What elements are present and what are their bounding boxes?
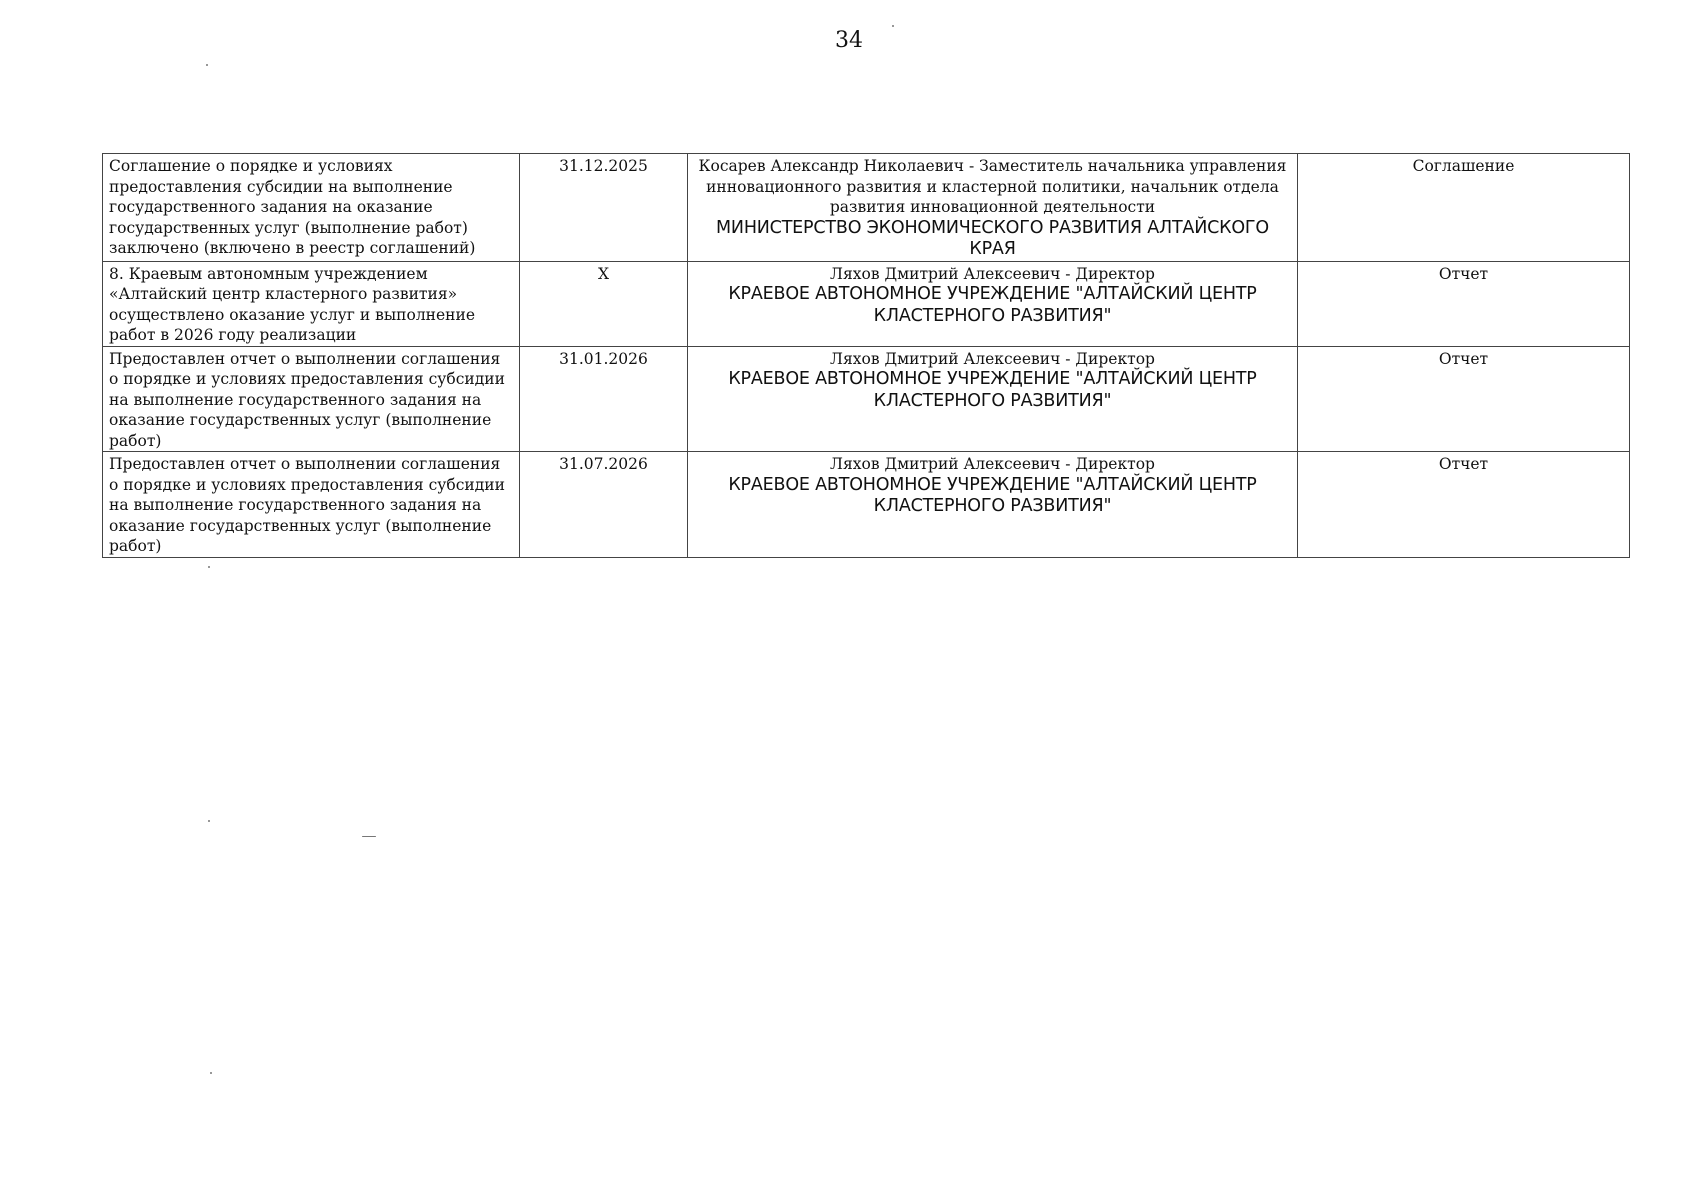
document-type: Отчет	[1298, 452, 1630, 558]
scan-speck	[208, 820, 210, 822]
responsible-person: Ляхов Дмитрий Алексеевич - Директор	[830, 264, 1155, 283]
responsible-cell	[688, 154, 1298, 262]
responsible-person: Косарев Александр Николаевич - Заместитель начальника управления инновационного развития и кластерной политики, начальник отдела развития инновационной деятельности	[698, 157, 1287, 216]
table-row	[103, 154, 1630, 262]
table-row	[103, 346, 1630, 452]
event-description: Предоставлен отчет о выполнении соглашения о порядке и условиях предоставления субсидии на выполнение государственного задания на оказание государственных услуг (выполнение работ)	[103, 346, 520, 452]
document-type: Соглашение	[1298, 154, 1630, 262]
table-row	[103, 452, 1630, 558]
event-date: X	[520, 261, 688, 346]
page-number: 34	[835, 28, 863, 53]
scan-speck	[208, 566, 210, 568]
scan-speck	[210, 1072, 212, 1074]
responsible-cell	[688, 346, 1298, 452]
scan-speck	[362, 836, 376, 837]
event-date: 31.01.2026	[520, 346, 688, 452]
responsible-person: Ляхов Дмитрий Алексеевич - Директор	[830, 455, 1155, 473]
event-date: 31.07.2026	[520, 452, 688, 558]
event-date: 31.12.2025	[520, 154, 688, 262]
event-description: Предоставлен отчет о выполнении соглашения о порядке и условиях предоставления субсидии на выполнение государственного задания на оказание государственных услуг (выполнение работ)	[103, 452, 520, 558]
table-row	[103, 261, 1630, 346]
responsible-organization: МИНИСТЕРСТВО ЭКОНОМИЧЕСКОГО РАЗВИТИЯ АЛТАЙСКОГО КРАЯ	[716, 217, 1269, 259]
responsible-organization: КРАЕВОЕ АВТОНОМНОЕ УЧРЕЖДЕНИЕ "АЛТАЙСКИЙ ЦЕНТР КЛАСТЕРНОГО РАЗВИТИЯ"	[728, 474, 1257, 516]
responsible-cell	[688, 452, 1298, 558]
scan-speck	[892, 25, 894, 27]
responsible-organization: КРАЕВОЕ АВТОНОМНОЕ УЧРЕЖДЕНИЕ "АЛТАЙСКИЙ ЦЕНТР КЛАСТЕРНОГО РАЗВИТИЯ"	[728, 369, 1257, 411]
event-description: Соглашение о порядке и условиях предоставления субсидии на выполнение государственного задания на оказание государственных услуг (выполнение работ) заключено (включено в реестр соглашений)	[103, 154, 520, 262]
responsible-person: Ляхов Дмитрий Алексеевич - Директор	[830, 349, 1155, 368]
plan-table	[102, 153, 1630, 558]
responsible-cell	[688, 261, 1298, 346]
event-description: 8. Краевым автономным учреждением «Алтайский центр кластерного развития» осуществлено оказание услуг и выполнение работ в 2026 году реализации	[103, 261, 520, 346]
responsible-organization: КРАЕВОЕ АВТОНОМНОЕ УЧРЕЖДЕНИЕ "АЛТАЙСКИЙ ЦЕНТР КЛАСТЕРНОГО РАЗВИТИЯ"	[728, 284, 1257, 326]
document-type: Отчет	[1298, 261, 1630, 346]
document-type: Отчет	[1298, 346, 1630, 452]
scan-speck	[206, 64, 208, 66]
